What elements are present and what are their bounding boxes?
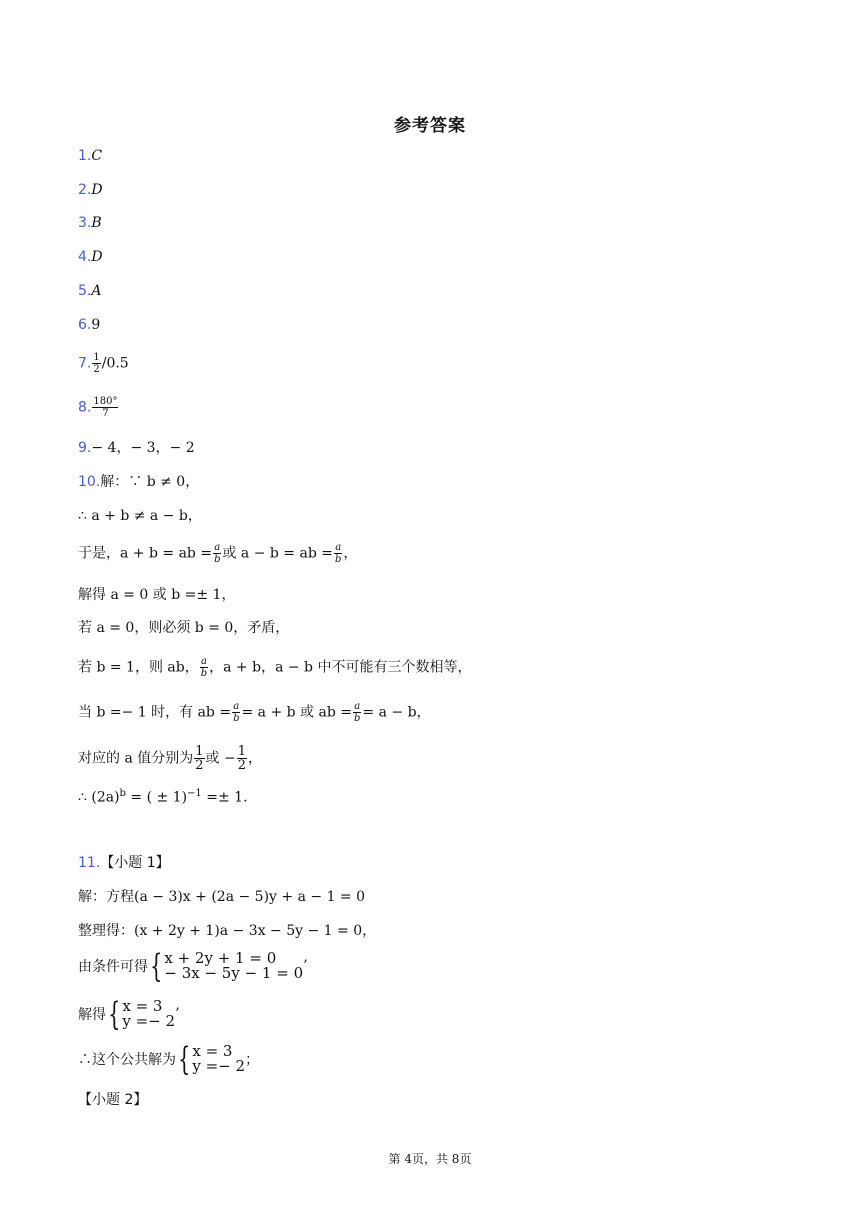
answer-number: 10. bbox=[78, 474, 101, 490]
brace-icon: { bbox=[178, 1040, 191, 1078]
answer-text: D bbox=[91, 182, 103, 198]
answer-5 bbox=[78, 281, 101, 301]
fraction-one-half: $\frac{1}{2}$ bbox=[195, 744, 204, 773]
fraction: $\frac{180^\circ}{7}$ bbox=[93, 396, 118, 419]
answer-text: /0.5 bbox=[101, 355, 129, 372]
q11-subtitle-2: 【小题 2】 bbox=[78, 1092, 148, 1108]
answer-number: 2. bbox=[78, 182, 92, 198]
answer-text: − 4，− 3，− 2 bbox=[91, 440, 195, 456]
q10-line-4: 解得 a = 0 或 b =± 1， bbox=[78, 587, 236, 603]
answer-7 bbox=[78, 352, 129, 375]
equation-system: x = 3 y =− 2 bbox=[122, 997, 176, 1030]
equation-system: x = 3 y =− 2 bbox=[192, 1042, 246, 1075]
answer-6 bbox=[78, 315, 100, 335]
brace-icon: { bbox=[108, 995, 121, 1033]
fraction-a-over-b: $\frac{a}{b}$ bbox=[233, 701, 240, 724]
q10-line-8: 对应的 a 值分别为 $\frac{1}{2}$ 或 − $\frac{1}{2}$ ， bbox=[78, 744, 262, 773]
equation-system: x + 2y + 1 = 0 − 3x − 5y − 1 = 0 bbox=[164, 949, 304, 982]
fraction-a-over-b: $\frac{a}{b}$ bbox=[354, 701, 361, 724]
answer-8 bbox=[78, 396, 119, 419]
answer-number: 4. bbox=[78, 249, 92, 265]
fraction-a-over-b: $\frac{a}{b}$ bbox=[334, 542, 342, 565]
answer-text: 9 bbox=[91, 317, 101, 333]
answer-number: 1. bbox=[78, 148, 92, 164]
answer-text: C bbox=[91, 148, 103, 164]
q11-line-2: 整理得：(x + 2y + 1)a − 3x − 5y − 1 = 0， bbox=[78, 923, 377, 939]
fraction-a-over-b: $\frac{a}{b}$ bbox=[200, 656, 208, 679]
fraction-one-half: $\frac{1}{2}$ bbox=[237, 744, 246, 773]
brace-icon: { bbox=[150, 947, 163, 985]
answer-number: 3. bbox=[78, 215, 92, 231]
answer-number: 6. bbox=[78, 317, 92, 333]
fraction-a-over-b: $\frac{a}{b}$ bbox=[214, 542, 221, 565]
q11-line-1: 解：方程(a − 3)x + (2a − 5)y + a − 1 = 0 bbox=[78, 889, 366, 905]
answer-number: 7. bbox=[78, 355, 92, 372]
q10-line-2: ∴ a + b ≠ a − b， bbox=[78, 508, 202, 524]
q11-line-5: ∴这个公共解为{ x = 3 y =− 2 ； bbox=[78, 1040, 260, 1078]
q10-line-1: 10.解：∵ b ≠ 0， bbox=[78, 474, 200, 490]
answer-number: 8. bbox=[78, 399, 92, 416]
page-title: 参考答案 bbox=[394, 116, 466, 136]
page-footer: 第 4页，共 8页 bbox=[388, 1152, 472, 1166]
answer-number: 11. bbox=[78, 855, 101, 871]
q10-line-5: 若 a = 0，则必须 b = 0，矛盾， bbox=[78, 620, 290, 636]
q10-line-3: 于是，a + b = ab = $\frac{a}{b}$ 或 a − b = ab = $\frac{a}{b}$ ， bbox=[78, 542, 358, 565]
answer-1 bbox=[78, 146, 102, 166]
answer-text: B bbox=[91, 215, 102, 231]
answer-2 bbox=[78, 180, 103, 200]
answer-number: 9. bbox=[78, 440, 92, 456]
q10-line-9: ∴ $(2a)^b$ = ( ± 1)$^{-1}$ =± 1. bbox=[78, 788, 248, 806]
answer-number: 5. bbox=[78, 283, 92, 299]
answer-4 bbox=[78, 247, 103, 267]
q11-line-4: 解得{ x = 3 y =− 2 ’ bbox=[78, 995, 180, 1033]
q11-line-3: 由条件可得{ x + 2y + 1 = 0 − 3x − 5y − 1 = 0 ’ bbox=[78, 947, 308, 985]
answer-9 bbox=[78, 438, 195, 458]
answer-3 bbox=[78, 213, 102, 233]
answer-text: D bbox=[91, 249, 103, 265]
q10-line-6: 若 b = 1，则 ab， $\frac{a}{b}$ ，a + b，a − b 中不可能有三个数相等， bbox=[78, 656, 472, 679]
q10-line-7: 当 b =− 1 时，有 ab = $\frac{a}{b}$ = a + b 或 ab = $\frac{a}{b}$ = a − b， bbox=[78, 701, 431, 724]
answer-text: A bbox=[91, 283, 102, 299]
q11-subtitle-1: 11.【小题 1】 bbox=[78, 855, 170, 871]
fraction: $\frac{1}{2}$ bbox=[93, 352, 100, 375]
